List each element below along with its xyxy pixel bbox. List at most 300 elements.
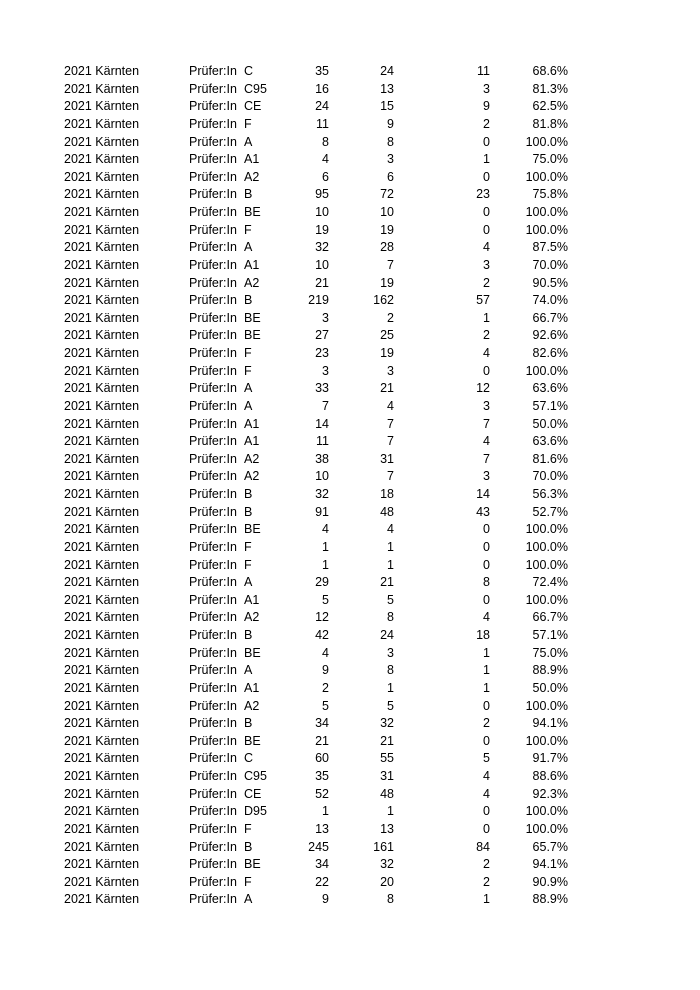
table-row (0, 680, 700, 698)
role-cell: Prüfer:In (189, 293, 237, 308)
total-count-cell: 23 (315, 346, 329, 360)
passed-count-cell: 21 (380, 575, 394, 590)
role-cell: Prüfer:In (189, 892, 237, 907)
table-row (0, 363, 700, 381)
license-class-cell: BE (244, 205, 261, 219)
year-region-cell: 2021 Kärnten (64, 328, 140, 343)
pass-rate-cell: 90.5% (532, 275, 568, 290)
year-region-cell: 2021 Kärnten (64, 575, 140, 590)
pass-rate-cell: 100.0% (525, 222, 568, 237)
pass-rate-cell: 100.0% (525, 557, 568, 572)
failed-count-cell: 0 (483, 557, 490, 572)
failed-count-cell: 0 (483, 134, 490, 149)
failed-count-cell: 2 (483, 116, 490, 131)
passed-count-cell: 162 (373, 293, 394, 308)
role-cell: Prüfer:In (189, 663, 237, 678)
passed-count-cell: 24 (380, 64, 394, 78)
pass-rate-cell: 63.6% (532, 381, 568, 396)
license-class-cell: B (244, 187, 253, 202)
table-row (0, 803, 700, 821)
pass-rate-cell: 70.0% (532, 257, 568, 272)
failed-count-cell: 11 (477, 64, 490, 78)
license-class-cell: B (244, 716, 253, 731)
table-row (0, 486, 700, 504)
passed-count-cell: 1 (387, 539, 394, 554)
license-class-cell: F (244, 346, 252, 360)
failed-count-cell: 3 (483, 469, 490, 484)
pass-rate-cell: 57.1% (532, 398, 568, 413)
total-count-cell: 11 (316, 116, 329, 131)
license-class-cell: A1 (244, 416, 260, 431)
total-count-cell: 4 (322, 522, 329, 537)
passed-count-cell: 19 (380, 222, 394, 237)
table-row (0, 521, 700, 539)
total-count-cell: 12 (315, 610, 329, 625)
pass-rate-cell: 66.7% (532, 610, 568, 625)
license-class-cell: A (244, 240, 253, 255)
year-region-cell: 2021 Kärnten (64, 821, 140, 836)
total-count-cell: 11 (316, 434, 329, 449)
license-class-cell: BE (244, 522, 261, 537)
table-row (0, 645, 700, 663)
total-count-cell: 35 (315, 64, 329, 78)
role-cell: Prüfer:In (189, 751, 237, 766)
role-cell: Prüfer:In (189, 874, 237, 889)
year-region-cell: 2021 Kärnten (64, 874, 140, 889)
total-count-cell: 34 (315, 716, 329, 731)
year-region-cell: 2021 Kärnten (64, 293, 140, 308)
total-count-cell: 13 (315, 821, 329, 836)
pass-rate-cell: 50.0% (532, 416, 568, 431)
role-cell: Prüfer:In (189, 575, 237, 590)
role-cell: Prüfer:In (189, 346, 237, 360)
failed-count-cell: 0 (483, 733, 490, 748)
license-class-cell: B (244, 839, 253, 854)
passed-count-cell: 28 (380, 240, 394, 255)
pass-rate-cell: 68.6% (532, 64, 568, 78)
table-row (0, 433, 700, 451)
pass-rate-cell: 65.7% (532, 839, 568, 854)
pass-rate-cell: 100.0% (525, 205, 568, 219)
year-region-cell: 2021 Kärnten (64, 240, 140, 255)
role-cell: Prüfer:In (189, 487, 237, 501)
table-row (0, 63, 700, 81)
license-class-cell: F (244, 557, 252, 572)
year-region-cell: 2021 Kärnten (64, 769, 140, 783)
table-row (0, 98, 700, 116)
failed-count-cell: 0 (483, 169, 490, 184)
total-count-cell: 38 (315, 451, 329, 466)
passed-count-cell: 8 (387, 610, 394, 625)
license-class-cell: B (244, 293, 253, 308)
table-row (0, 715, 700, 733)
passed-count-cell: 19 (380, 346, 394, 360)
passed-count-cell: 161 (373, 839, 394, 854)
year-region-cell: 2021 Kärnten (64, 716, 140, 731)
year-region-cell: 2021 Kärnten (64, 539, 140, 554)
role-cell: Prüfer:In (189, 451, 237, 466)
year-region-cell: 2021 Kärnten (64, 451, 140, 466)
license-class-cell: F (244, 821, 252, 836)
total-count-cell: 9 (322, 892, 329, 907)
total-count-cell: 60 (315, 751, 329, 766)
total-count-cell: 21 (315, 275, 329, 290)
failed-count-cell: 43 (476, 504, 490, 519)
role-cell: Prüfer:In (189, 804, 237, 819)
table-row (0, 504, 700, 522)
pass-rate-cell: 87.5% (532, 240, 568, 255)
total-count-cell: 22 (315, 874, 329, 889)
failed-count-cell: 84 (476, 839, 490, 854)
total-count-cell: 6 (322, 169, 329, 184)
failed-count-cell: 12 (476, 381, 490, 396)
table-row (0, 662, 700, 680)
role-cell: Prüfer:In (189, 152, 237, 167)
failed-count-cell: 4 (483, 786, 490, 801)
role-cell: Prüfer:In (189, 222, 237, 237)
total-count-cell: 3 (322, 363, 329, 378)
license-class-cell: A (244, 663, 253, 678)
pass-rate-cell: 81.6% (532, 451, 568, 466)
total-count-cell: 34 (315, 857, 329, 872)
passed-count-cell: 9 (387, 116, 394, 131)
total-count-cell: 27 (315, 328, 329, 343)
role-cell: Prüfer:In (189, 522, 237, 537)
license-class-cell: A1 (244, 680, 260, 695)
table-row (0, 468, 700, 486)
failed-count-cell: 3 (483, 257, 490, 272)
year-region-cell: 2021 Kärnten (64, 381, 140, 396)
table-row (0, 310, 700, 328)
table-row (0, 275, 700, 293)
failed-count-cell: 2 (483, 874, 490, 889)
passed-count-cell: 7 (387, 469, 394, 484)
passed-count-cell: 8 (387, 892, 394, 907)
table-row (0, 821, 700, 839)
year-region-cell: 2021 Kärnten (64, 81, 140, 96)
passed-count-cell: 21 (380, 733, 394, 748)
year-region-cell: 2021 Kärnten (64, 610, 140, 625)
failed-count-cell: 14 (476, 487, 490, 501)
passed-count-cell: 7 (387, 257, 394, 272)
year-region-cell: 2021 Kärnten (64, 116, 140, 131)
table-row (0, 398, 700, 416)
license-class-cell: CE (244, 786, 262, 801)
pass-rate-cell: 88.9% (532, 663, 568, 678)
total-count-cell: 16 (315, 81, 329, 96)
pass-rate-cell: 56.3% (532, 487, 568, 501)
year-region-cell: 2021 Kärnten (64, 857, 140, 872)
year-region-cell: 2021 Kärnten (64, 645, 140, 660)
table-row (0, 733, 700, 751)
table-row (0, 345, 700, 363)
license-class-cell: A (244, 134, 253, 149)
failed-count-cell: 1 (483, 680, 490, 695)
table-row (0, 891, 700, 909)
pass-rate-cell: 88.9% (532, 892, 568, 907)
pass-rate-cell: 100.0% (525, 592, 568, 607)
role-cell: Prüfer:In (189, 310, 237, 325)
license-class-cell: BE (244, 857, 261, 872)
total-count-cell: 19 (315, 222, 329, 237)
year-region-cell: 2021 Kärnten (64, 698, 140, 713)
failed-count-cell: 0 (483, 539, 490, 554)
total-count-cell: 245 (308, 839, 329, 854)
failed-count-cell: 4 (483, 610, 490, 625)
license-class-cell: D95 (244, 804, 267, 819)
total-count-cell: 5 (322, 592, 329, 607)
year-region-cell: 2021 Kärnten (64, 416, 140, 431)
license-class-cell: C95 (244, 769, 267, 783)
passed-count-cell: 10 (380, 205, 394, 219)
failed-count-cell: 0 (483, 205, 490, 219)
failed-count-cell: 2 (483, 716, 490, 731)
license-class-cell: B (244, 628, 253, 642)
total-count-cell: 3 (322, 310, 329, 325)
passed-count-cell: 48 (380, 504, 394, 519)
failed-count-cell: 0 (483, 592, 490, 607)
total-count-cell: 52 (315, 786, 329, 801)
license-class-cell: A2 (244, 169, 260, 184)
passed-count-cell: 7 (387, 434, 394, 449)
pass-rate-cell: 100.0% (525, 539, 568, 554)
role-cell: Prüfer:In (189, 857, 237, 872)
license-class-cell: B (244, 504, 253, 519)
table-row (0, 222, 700, 240)
pass-rate-cell: 52.7% (532, 504, 568, 519)
table-row (0, 874, 700, 892)
role-cell: Prüfer:In (189, 680, 237, 695)
passed-count-cell: 25 (380, 328, 394, 343)
passed-count-cell: 8 (387, 134, 394, 149)
license-class-cell: F (244, 874, 252, 889)
role-cell: Prüfer:In (189, 116, 237, 131)
failed-count-cell: 2 (483, 857, 490, 872)
role-cell: Prüfer:In (189, 628, 237, 642)
license-class-cell: A (244, 575, 253, 590)
table-row (0, 539, 700, 557)
table-row (0, 327, 700, 345)
total-count-cell: 91 (315, 504, 329, 519)
failed-count-cell: 1 (483, 663, 490, 678)
failed-count-cell: 0 (483, 804, 490, 819)
year-region-cell: 2021 Kärnten (64, 839, 140, 854)
year-region-cell: 2021 Kärnten (64, 99, 140, 114)
license-class-cell: A1 (244, 152, 260, 167)
license-class-cell: A2 (244, 451, 260, 466)
table-row (0, 627, 700, 645)
year-region-cell: 2021 Kärnten (64, 222, 140, 237)
pass-rate-cell: 57.1% (532, 628, 568, 642)
pass-rate-cell: 50.0% (532, 680, 568, 695)
pass-rate-cell: 100.0% (525, 363, 568, 378)
year-region-cell: 2021 Kärnten (64, 152, 140, 167)
failed-count-cell: 18 (476, 628, 490, 642)
failed-count-cell: 2 (483, 328, 490, 343)
pass-rate-cell: 62.5% (532, 99, 568, 114)
year-region-cell: 2021 Kärnten (64, 504, 140, 519)
year-region-cell: 2021 Kärnten (64, 310, 140, 325)
passed-count-cell: 4 (387, 522, 394, 537)
total-count-cell: 29 (315, 575, 329, 590)
role-cell: Prüfer:In (189, 64, 237, 78)
pass-rate-cell: 100.0% (525, 134, 568, 149)
role-cell: Prüfer:In (189, 205, 237, 219)
total-count-cell: 2 (322, 680, 329, 695)
passed-count-cell: 13 (380, 81, 394, 96)
failed-count-cell: 57 (476, 293, 490, 308)
failed-count-cell: 1 (483, 152, 490, 167)
table-row (0, 134, 700, 152)
role-cell: Prüfer:In (189, 716, 237, 731)
pass-rate-cell: 63.6% (532, 434, 568, 449)
pass-rate-cell: 91.7% (532, 751, 568, 766)
total-count-cell: 4 (322, 645, 329, 660)
license-class-cell: F (244, 116, 252, 131)
total-count-cell: 10 (315, 469, 329, 484)
passed-count-cell: 32 (380, 716, 394, 731)
table-row (0, 151, 700, 169)
failed-count-cell: 0 (483, 222, 490, 237)
license-class-cell: C (244, 751, 254, 766)
role-cell: Prüfer:In (189, 645, 237, 660)
role-cell: Prüfer:In (189, 81, 237, 96)
license-class-cell: A1 (244, 257, 260, 272)
passed-count-cell: 1 (387, 680, 394, 695)
table-row (0, 574, 700, 592)
failed-count-cell: 1 (483, 645, 490, 660)
table-row (0, 239, 700, 257)
passed-count-cell: 24 (380, 628, 394, 642)
license-class-cell: F (244, 363, 252, 378)
table-row (0, 592, 700, 610)
failed-count-cell: 7 (483, 451, 490, 466)
year-region-cell: 2021 Kärnten (64, 169, 140, 184)
year-region-cell: 2021 Kärnten (64, 786, 140, 801)
passed-count-cell: 6 (387, 169, 394, 184)
table-row (0, 169, 700, 187)
table-row (0, 380, 700, 398)
license-class-cell: A2 (244, 469, 260, 484)
year-region-cell: 2021 Kärnten (64, 522, 140, 537)
pass-rate-cell: 100.0% (525, 698, 568, 713)
year-region-cell: 2021 Kärnten (64, 398, 140, 413)
failed-count-cell: 4 (483, 434, 490, 449)
license-class-cell: C (244, 64, 254, 78)
role-cell: Prüfer:In (189, 257, 237, 272)
failed-count-cell: 4 (483, 240, 490, 255)
failed-count-cell: 4 (483, 769, 490, 783)
failed-count-cell: 3 (483, 81, 490, 96)
pass-rate-cell: 94.1% (532, 716, 568, 731)
total-count-cell: 219 (308, 293, 329, 308)
table-row (0, 839, 700, 857)
license-class-cell: A2 (244, 275, 260, 290)
total-count-cell: 33 (315, 381, 329, 396)
license-class-cell: A (244, 398, 253, 413)
failed-count-cell: 0 (483, 821, 490, 836)
failed-count-cell: 0 (483, 522, 490, 537)
failed-count-cell: 8 (483, 575, 490, 590)
total-count-cell: 9 (322, 663, 329, 678)
role-cell: Prüfer:In (189, 398, 237, 413)
passed-count-cell: 13 (380, 821, 394, 836)
license-class-cell: B (244, 487, 253, 501)
license-class-cell: A (244, 381, 253, 396)
pass-rate-cell: 82.6% (532, 346, 568, 360)
year-region-cell: 2021 Kärnten (64, 469, 140, 484)
pass-rate-cell: 66.7% (532, 310, 568, 325)
passed-count-cell: 55 (380, 751, 394, 766)
total-count-cell: 32 (315, 240, 329, 255)
pass-rate-cell: 100.0% (525, 522, 568, 537)
pass-rate-cell: 100.0% (525, 733, 568, 748)
passed-count-cell: 3 (387, 645, 394, 660)
passed-count-cell: 1 (387, 557, 394, 572)
pass-rate-cell: 81.8% (532, 116, 568, 131)
passed-count-cell: 8 (387, 663, 394, 678)
year-region-cell: 2021 Kärnten (64, 680, 140, 695)
total-count-cell: 1 (322, 539, 329, 554)
role-cell: Prüfer:In (189, 363, 237, 378)
table-row (0, 81, 700, 99)
license-class-cell: BE (244, 310, 261, 325)
total-count-cell: 42 (315, 628, 329, 642)
role-cell: Prüfer:In (189, 187, 237, 202)
role-cell: Prüfer:In (189, 169, 237, 184)
pass-rate-cell: 75.8% (532, 187, 568, 202)
pass-rate-cell: 72.4% (532, 575, 568, 590)
table-row (0, 292, 700, 310)
pass-rate-cell: 94.1% (532, 857, 568, 872)
failed-count-cell: 3 (483, 398, 490, 413)
total-count-cell: 21 (315, 733, 329, 748)
year-region-cell: 2021 Kärnten (64, 592, 140, 607)
total-count-cell: 35 (315, 769, 329, 783)
role-cell: Prüfer:In (189, 240, 237, 255)
role-cell: Prüfer:In (189, 469, 237, 484)
license-class-cell: A1 (244, 434, 260, 449)
role-cell: Prüfer:In (189, 134, 237, 149)
role-cell: Prüfer:In (189, 434, 237, 449)
table-row (0, 557, 700, 575)
role-cell: Prüfer:In (189, 610, 237, 625)
license-class-cell: BE (244, 733, 261, 748)
year-region-cell: 2021 Kärnten (64, 628, 140, 642)
passed-count-cell: 21 (380, 381, 394, 396)
total-count-cell: 7 (322, 398, 329, 413)
passed-count-cell: 4 (387, 398, 394, 413)
role-cell: Prüfer:In (189, 821, 237, 836)
license-class-cell: BE (244, 645, 261, 660)
table-row (0, 698, 700, 716)
year-region-cell: 2021 Kärnten (64, 434, 140, 449)
license-class-cell: C95 (244, 81, 267, 96)
passed-count-cell: 1 (387, 804, 394, 819)
license-class-cell: CE (244, 99, 262, 114)
role-cell: Prüfer:In (189, 504, 237, 519)
passed-count-cell: 31 (380, 769, 394, 783)
role-cell: Prüfer:In (189, 381, 237, 396)
total-count-cell: 95 (315, 187, 329, 202)
passed-count-cell: 3 (387, 363, 394, 378)
license-class-cell: A2 (244, 698, 260, 713)
license-class-cell: A2 (244, 610, 260, 625)
role-cell: Prüfer:In (189, 416, 237, 431)
total-count-cell: 14 (315, 416, 329, 431)
license-class-cell: A (244, 892, 253, 907)
pass-rate-cell: 100.0% (525, 804, 568, 819)
